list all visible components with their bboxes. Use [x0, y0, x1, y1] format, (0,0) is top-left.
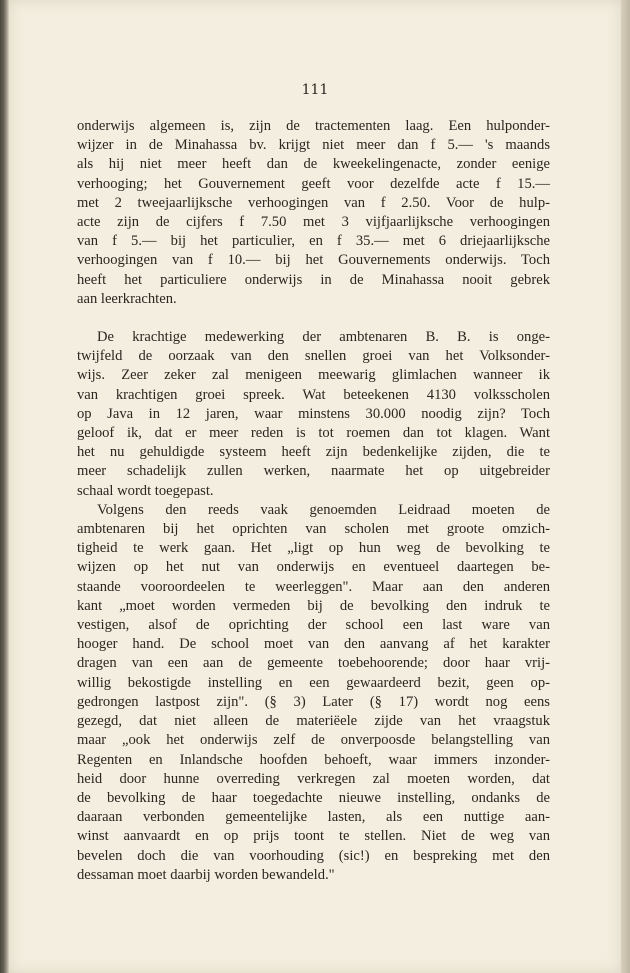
- text-line: verhoogingen van f 10.— bij het Gouvernements onderwijs. Toch: [77, 252, 550, 269]
- text-line: verhooging; het Gouvernement geeft voor dezelfde acte f 15.—: [77, 175, 550, 192]
- text-line: daaraan verbonden gemeentelijke lasten, als een nuttige aan-: [77, 809, 550, 826]
- text-line: schaal wordt toegepast.: [77, 482, 214, 499]
- text-line: staande vooroordeelen te weerleggen". Maar aan den anderen: [77, 578, 550, 595]
- text-line: heeft het particuliere onderwijs in de Minahassa nooit gebrek: [77, 271, 550, 288]
- text-line: meer schadelijk zullen werken, naarmate het op uitgebreider: [77, 463, 550, 480]
- body-text: [77, 117, 550, 885]
- text-line: wijs. Zeer zeker zal menigeen meewarig glimlachen wanneer ik: [77, 367, 550, 384]
- page-right-edge: [621, 0, 630, 973]
- text-line: de bevolking de haar toegedachte nieuwe instelling, ondanks de: [77, 789, 550, 806]
- text-line: bevelen doch die van voorhouding (sic!) en bespreking met den: [77, 847, 550, 864]
- text-line: op Java in 12 jaren, waar minstens 30.000 noodig zijn? Toch: [77, 405, 550, 422]
- text-line: dragen van een aan de gemeente toebehoorende; door haar vrij-: [77, 655, 550, 672]
- page-number: 111: [301, 82, 329, 98]
- text-line: acte zijn de cijfers f 7.50 met 3 vijfjaarlijksche verhoogingen: [77, 214, 550, 231]
- text-line: gezegd, dat niet alleen de materiëele zijde van het vraagstuk: [77, 713, 550, 730]
- text-line: winst aanvaardt en op prijs toont te stellen. Niet de weg van: [77, 828, 550, 845]
- text-line: het nu gehuldigde systeem heeft zijn bedenkelijke zijden, die te: [77, 444, 550, 461]
- text-line: ambtenaren bij het oprichten van scholen met groote omzich-: [77, 521, 550, 538]
- text-line: met 2 tweejaarlijksche verhoogingen van f 2.50. Voor de hulp-: [77, 194, 550, 211]
- text-line: Regenten en Inlandsche hoofden behoeft, waar immers inzonder-: [77, 751, 550, 768]
- book-binding-edge: [0, 0, 9, 973]
- text-line: van f 5.— bij het particulier, en f 35.— met 6 driejaarlijksche: [77, 233, 550, 250]
- text-line: tigheid te werk gaan. Het „ligt op hun weg de bevolking te: [77, 540, 550, 557]
- text-line: Volgens den reeds vaak genoemden Leidraad moeten de: [97, 501, 550, 518]
- text-line: willig bekostigde instelling en een gewaardeerd bezit, geen op-: [77, 674, 550, 691]
- text-line: maar „ook het onderwijs zelf de onverpoosde belangstelling van: [77, 732, 550, 749]
- text-line: van krachtigen groei spreek. Wat beteekenen 4130 volksscholen: [77, 386, 550, 403]
- paragraph-2: [77, 328, 550, 501]
- text-line: kant „moet worden vermeden bij de bevolking den indruk te: [77, 597, 550, 614]
- text-line: onderwijs algemeen is, zijn de tractementen laag. Een hulponder-: [77, 118, 550, 134]
- text-line: De krachtige medewerking der ambtenaren B. B. is onge-: [97, 329, 550, 346]
- text-line: wijzer in de Minahassa bv. krijgt niet meer dan f 5.— 's maands: [77, 137, 550, 154]
- text-line: hooger hand. De school moet van den aanvang af het karakter: [77, 636, 550, 653]
- text-line: heid door hunne overreding verkregen zal moeten worden, dat: [77, 770, 550, 787]
- text-line: wijzen op het nut van onderwijs en eventueel daartegen be-: [77, 559, 550, 576]
- text-line: gedrongen lastpost zijn". (§ 3) Later (§ 17) wordt nog eens: [77, 693, 550, 710]
- text-line: vestigen, alsof de oprichting der school een last ware van: [77, 617, 550, 634]
- paragraph-1: [77, 117, 550, 309]
- text-line: geloof ik, dat er meer reden is tot roemen dan tot klagen. Want: [77, 425, 550, 442]
- paragraph-3: [77, 501, 550, 885]
- text-line: als hij niet meer heeft dan de kweekelingenacte, zonder eenige: [77, 156, 550, 173]
- text-line: aan leerkrachten.: [77, 290, 177, 307]
- paragraph-spacer: [77, 309, 550, 328]
- text-line: dessaman moet daarbij worden bewandeld.": [77, 866, 335, 883]
- text-line: twijfeld de oorzaak van den snellen groei van het Volksonder-: [77, 348, 550, 365]
